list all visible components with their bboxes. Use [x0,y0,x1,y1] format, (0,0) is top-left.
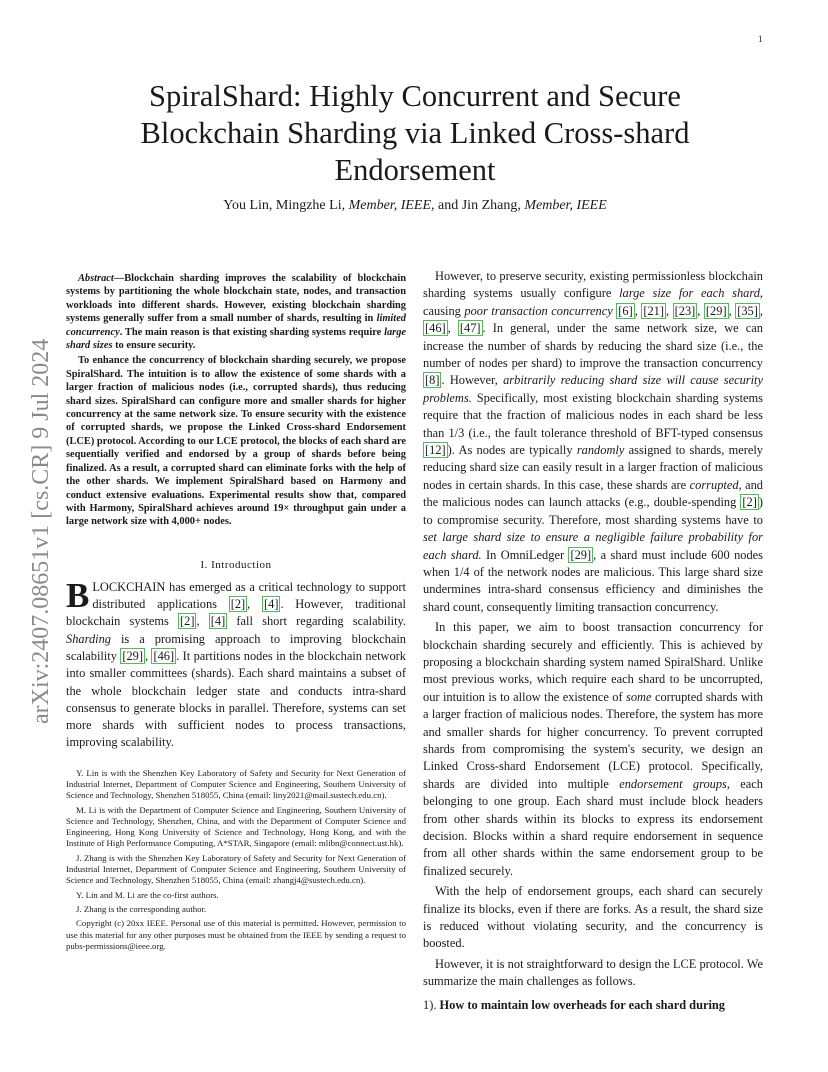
page-number: 1 [758,34,763,44]
body-emphasis: large size for each shard [619,286,760,301]
body-paragraph: However, to preserve security, existing permissionless blockchain sharding systems usually configure large size for each shard, causing poor transaction concurrency [6] , [21] , [23] , [29] , [35] , [46] , [47] . In general, under the same network size, we can increase the number of shards by reducing the shard size (i.e., the number of nodes per shard) to improve the transaction concurrency [8] . However, arbitrarily reducing shard size will cause security problems. Specifically, most existing blockchain sharding systems require that the fraction of malicious nodes in each shard be less than 1/3 (i.e., the fault tolerance threshold of BFT-typed consensus [12] ). As nodes are typically randomly assigned to shards, merely reducing shard size can easily result in a larger fraction of malicious nodes in certain shards. In this case, these shards are corrupted, and the malicious nodes can launch attacks (e.g., double-spending [2] ) to compromise security. Therefore, most sharding systems have to set large shard size to ensure a negligible failure probability for each shard. In OmniLedger [29] , a shard must include 600 nodes when 1/4 of the network nodes are malicious. This large shard size undermines intra-shard consensus efficiency and diminishes the shard count, consequently limiting transaction concurrency. [423,269,764,614]
body-text: . In general, under the same network size, we can increase the number of shards by reducing the shard size (i.e., the number of nodes per shard) to improve the transaction concurrency [423,321,763,371]
body-text: Specifically, most existing blockchain sharding systems require that the fraction of malicious nodes in each shard be less than 1/3 (i.e., the fault tolerance threshold of BFT-typed consensus [423,390,763,440]
citation-link[interactable]: [21] [643,303,665,318]
citation-link[interactable]: [29] [705,303,727,318]
body-text: However, to preserve security, existing permissionless blockchain sharding systems usually configure [423,269,763,301]
body-text: . However, [441,373,504,388]
abstract-emphasis: limited concurrency [66,313,406,338]
intro-paragraph: BLOCKCHAIN has emerged as a critical technology to support distributed applications [2] , [4] . However, traditional blockchain systems [2] , [4] fall short regarding scalability. Sharding is a promising approach to improving blockchain scalability [29] , [46] . It partitions nodes in the blockchain network into smaller committees (shards). Each shard maintains a subset of the whole blockchain ledger state and conducts intra-shard consensus to generate blocks in parallel. Therefore, systems can set more shards with sufficient nodes to process transactions, improving scalability. [66,575,407,750]
citation-link[interactable]: [35] [737,303,758,318]
intro-text: . It partitions nodes in the blockchain network into smaller committees (shards). Each shard maintains a subset of the whole blockchain ledger state and conducts intra-shard consensus to generate blocks in parallel. Therefore, systems can set more shards with sufficient nodes to process transactions, improving scalability. [66,648,406,750]
footnote: Copyright (c) 20xx IEEE. Personal use of this material is permitted. However, permission to use this material for any other purposes must be obtained from the IEEE by sending a request to pubs-permissions@ieee.org. [66,918,406,951]
body-emphasis: some [626,689,652,704]
footnote: M. Li is with the Department of Computer Science and Engineering, Southern University of Science and Technology, Shenzhen, China, and with the Department of Computer Science and Engineering, Hong Kong University of Science and Technology, Hong Kong, and with the Institute of High Performance Computing, A*STAR, Singapore (email: mlibn@connect.ust.hk). [66,804,406,849]
abstract-label: Abstract [78,273,114,284]
citation-link[interactable]: [2] [742,495,757,510]
right-column [423,268,763,1017]
body-text: , a shard must include 600 nodes when 1/4 of the network nodes are malicious. This large shard size undermines intra-shard consensus efficiency and diminishes the shard count, consequently limiting transaction concurrency. [423,547,763,614]
body-text: , causing [423,286,764,318]
body-emphasis: arbitrarily reducing shard size will cause security problems. [423,373,764,405]
citation-link[interactable]: [2] [230,597,246,612]
body-text: , and the malicious nodes can launch attacks (e.g., double-spending [423,477,763,510]
footnote: J. Zhang is the corresponding author. [76,903,207,914]
intro-text: fall short regarding scalability. [227,614,407,629]
citation-link[interactable]: [8] [425,373,440,388]
footnotes [66,768,406,952]
body-emphasis: corrupted [689,477,739,492]
abstract-emphasis: large shard sizes [66,326,406,352]
citation-link[interactable]: [29] [570,547,592,562]
intro-text: LOCKCHAIN has emerged as a critical technology to support distributed applications [92,579,406,612]
citation-link[interactable]: [6] [618,303,633,318]
drop-cap: B [66,575,90,615]
title-line: SpiralShard: Highly Concurrent and Secure [149,79,681,113]
citation-link[interactable]: [29] [122,648,143,663]
citation-link[interactable]: [46] [153,648,175,663]
body-text: ). As nodes are typically [447,443,577,458]
citation-link[interactable]: [46] [425,321,446,336]
introduction [66,575,407,752]
title-line: Endorsement [334,153,496,187]
body-text: assigned to shards, merely reducing shard size can easily result in a larger fraction of malicious nodes in certain shards. In this case, these shards are [423,443,764,492]
citation-link[interactable]: [23] [674,303,696,318]
citation-link[interactable]: [4] [264,597,279,612]
citation-link[interactable]: [47] [459,321,481,336]
citation-link[interactable]: [12] [425,443,446,458]
footnote: Y. Lin is with the Shenzhen Key Laboratory of Safety and Security for Next Generation of Industrial Internet, Department of Computer Science and Engineering, Southern University of Science and Technology, Shenzhen 518055, China (email: liny2021@mail.sustech.edu.cn). [66,767,406,801]
paper-title [70,78,760,189]
challenge-text: How to maintain low overheads for each shard during [439,997,725,1012]
intro-text: . However, traditional blockchain systems [66,597,406,629]
section-heading: I. Introduction [200,558,272,571]
author-membership: Member, IEEE [524,198,607,213]
footnote: J. Zhang is with the Shenzhen Key Laboratory of Safety and Security for Next Generation of Industrial Internet, Department of Computer Science and Engineering, Southern University of Science and Technology, Shenzhen 518055, China (email: zhangj4@sustech.edu.cn). [66,852,406,886]
intro-emphasis: Sharding [66,631,111,646]
abstract-text: . The main reason is that existing sharding systems require [119,326,385,338]
abstract [66,272,406,529]
body-paragraph [423,619,763,880]
body-text: corrupted shards with a larger fraction of malicious nodes. Therefore, the system has more and smaller shards for higher concurrency. To prevent corrupted shards from compromising the system's security, we design an Linked Cross-shard Endorsement (LCE) protocol. Specifically, shards are divided into multiple [423,689,763,791]
intro-text: is a promising approach to improving blockchain scalability [66,631,406,663]
citation-link[interactable]: [2] [180,614,195,629]
author-list [70,198,760,214]
challenge-heading [423,997,763,1014]
body-emphasis: endorsement groups [619,776,727,791]
left-column [66,272,406,955]
citation-link[interactable]: [4] [210,614,226,629]
abstract-paragraph: To enhance the concurrency of blockchain sharding securely, we propose SpiralShard. The intuition is to allow the existence of some shards with a larger fraction of malicious nodes (i.e., corrupted shards), thus reducing shard sizes. SpiralShard can configure more and smaller shards for higher concurrency at the same network size. To ensure security with the existence of corrupted shards, we propose the Linked Cross-shard Endorsement (LCE) protocol. According to our LCE protocol, the blocks of each shard are sequentially verified and endorsed by a group of shards before being finalized. As a result, a corrupted shard can eliminate forks with the help of the other shards. We implement SpiralShard based on Harmony and conduct extensive evaluations. Experimental results show that, compared with Harmony, SpiralShard achieves around 19× throughput gain under a large network size with 4,000+ nodes. [66,355,406,528]
body-text: In OmniLedger [481,547,569,562]
body-text: ) to compromise security. Therefore, most sharding systems have to [423,495,763,527]
body-paragraph: With the help of endorsement groups, each shard can securely finalize its blocks, even if there are forks. As a result, the shard size is reduced without violating security, and the concurrency is boosted. [423,884,763,951]
body-paragraph: However, it is not straightforward to design the LCE protocol. We summarize the main challenges as follows. [423,956,763,989]
body-emphasis: randomly [576,443,625,458]
body-emphasis: poor transaction concurrency [464,303,613,318]
abstract-text: —Blockchain sharding improves the scalability of blockchain systems by partitioning the whole blockchain state, nodes, and transaction workloads into different shards. However, existing blockchain sharding systems generally suffer from a small number of shards, resulting in [66,273,406,325]
abstract-paragraph [66,272,406,352]
title-line: Blockchain Sharding via Linked Cross-shard [140,116,690,150]
challenge-number: 1). [423,997,440,1012]
author-membership: Member, IEEE [348,198,432,213]
abstract-text: to ensure security. [112,340,196,352]
body-emphasis: set large shard size to ensure a negligible failure probability for each shard. [423,530,763,562]
author-names: , and Jin Zhang, [431,198,525,213]
author-names: You Lin, Mingzhe Li, [223,198,349,213]
arxiv-identifier: arXiv:2407.08651v1 [cs.CR] 9 Jul 2024 [28,338,54,724]
body-text: , each belonging to one group. Each shard must include block headers from other shards within its blocks to express its endorsement decision. Blocks within a shard require endorsement in sequence from all other shards within the same endorsement group to be finalized securely. [423,776,763,878]
footnote: Y. Lin and M. Li are the co-first authors. [76,889,219,900]
body-text: In this paper, we aim to boost transaction concurrency for blockchain sharding securely and efficiently. This is achieved by proposing a blockchain sharding system named SpiralShard. Unlike most previous works, which require each shard to be uncorrupted, our intuition is to allow the existence of [423,620,763,704]
